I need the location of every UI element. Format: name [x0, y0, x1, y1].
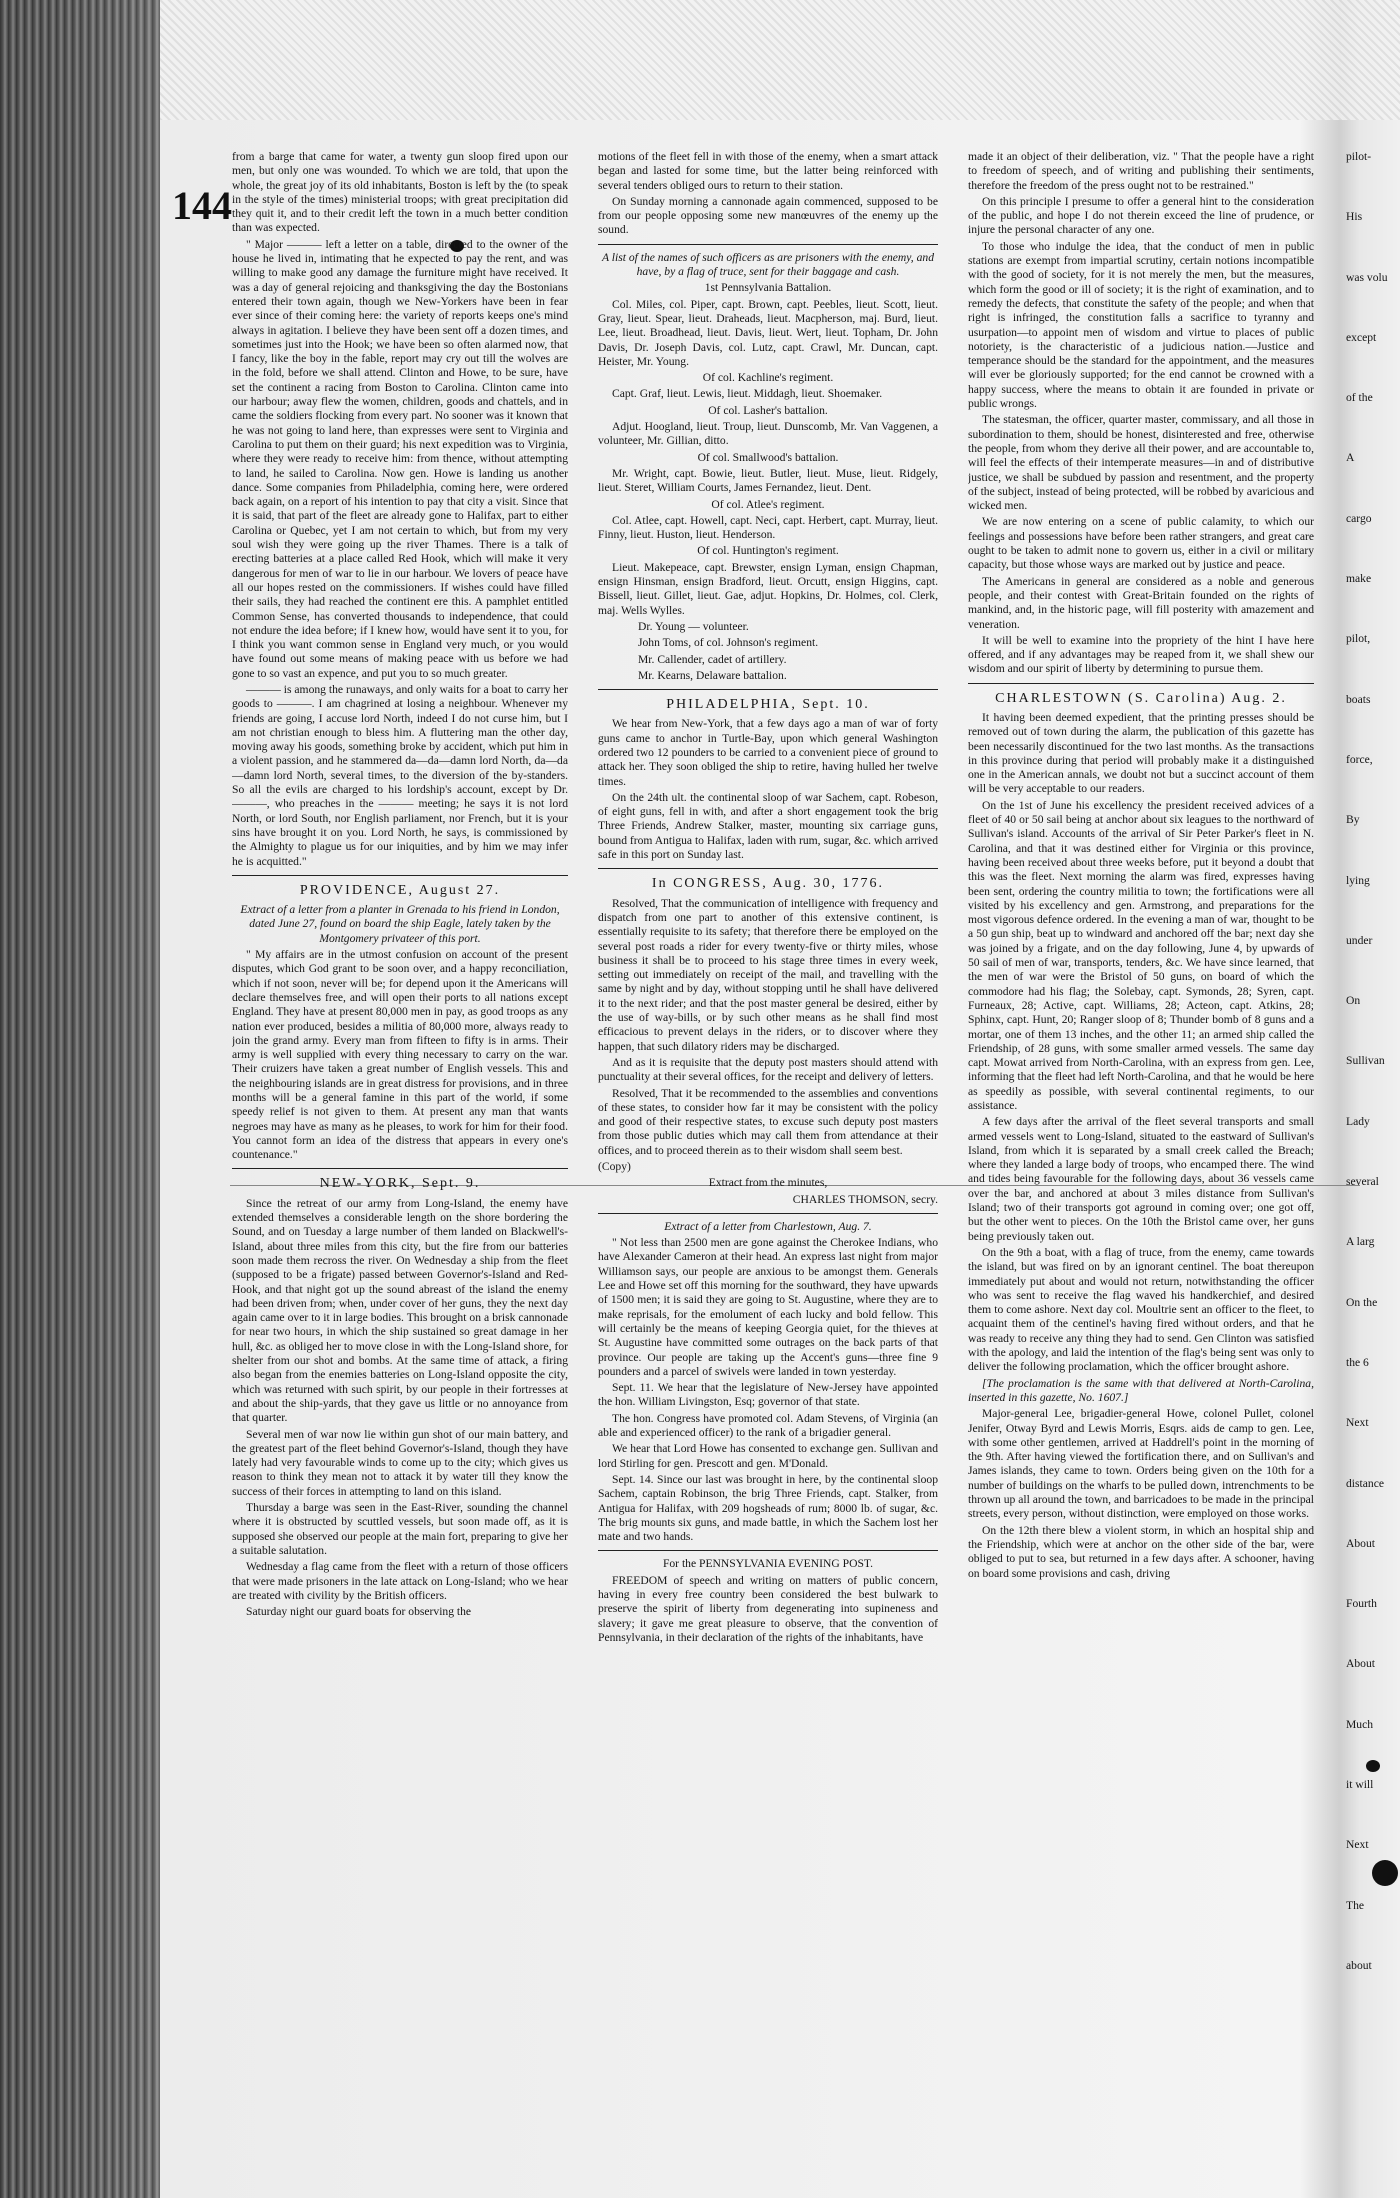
edge-fragment: pilot,: [1346, 632, 1371, 646]
paragraph: We are now entering on a scene of public calamity, to which our feelings and possessions have before been rather strangers, and great care ought to be taken to admit none to govern us, either in a civil or military capacity, but those whose ways are marked out by justice and peace.: [968, 515, 1314, 572]
edge-fragment: About: [1346, 1536, 1375, 1550]
extract-title: Extract of a letter from Charlestown, Aug. 7.: [664, 1219, 872, 1233]
page-number: 144: [172, 183, 232, 228]
edge-fragment: A: [1346, 451, 1355, 465]
list-title: A list of the names of such officers as are prisoners with the enemy, and have, by a flag of truce, sent for their baggage and cash.: [601, 250, 934, 279]
divider: [598, 244, 938, 245]
edge-fragment: His: [1346, 210, 1363, 224]
paragraph: Since the retreat of our army from Long-Island, the enemy have extended themselves a considerable length on the shore bordering the Sound, and on Tuesday a large number of them landed on Blackwell's-Island, about three miles from this city, but the fire from our batteries soon made them recross the river. On Wednesday a ship from the fleet (supposed to be a frigate) passed between Governor's-Island and Red-Hook, and that night got up the sound abreast of the island the enemy had been driven from; when, under cover of her guns, they the next day again came over to it in large bodies. This brought on a brisk cannonade for near two hours, in which the ship sustained so great damage in her hull, &c. as obliged her to move close in with the Long-Island shore, for shelter from our shot and bombs. At the same time of attack, a firing also began from the enemies batteries on Long-Island opposite the city, which was returned with such spirit, by our people in their fortresses at and about the ship-yards, that they gave us little or no annoyance from that quarter.: [232, 1196, 568, 1425]
subheading: Of col. Kachline's regiment.: [702, 371, 834, 385]
edge-fragment: Lady: [1346, 1114, 1370, 1128]
proclamation-note: [The proclamation is the same with that delivered at North-Carolina, inserted in this gazette, No. 1607.]: [968, 1376, 1314, 1404]
paragraph: motions of the fleet fell in with those of the enemy, when a smart attack began and lasted for some time, but the latter being reinforced with several tenders obliged ours to return to their station.: [598, 150, 938, 192]
paragraph: Sept. 11. We hear that the legislature of New-Jersey have appointed the hon. William Livingston, Esq; governor of that state.: [598, 1381, 938, 1409]
divider: [598, 1550, 938, 1551]
edge-fragment: of the: [1346, 391, 1373, 405]
list-line: John Toms, of col. Johnson's regiment.: [638, 636, 819, 650]
officer-list: Col. Atlee, capt. Howell, capt. Neci, capt. Herbert, capt. Murray, lieut. Finny, lieut. Huston, lieut. Henderson.: [598, 513, 938, 542]
edge-fragment: The: [1346, 1898, 1365, 1912]
paragraph: Saturday night our guard boats for observing the: [246, 1605, 472, 1619]
edge-fragment: distance: [1346, 1476, 1384, 1490]
paragraph: On the 24th ult. the continental sloop of war Sachem, capt. Robeson, of eight guns, fell in with, and after a short engagement took the brig Three Friends, Andrew Stalker, master, mounting six carriage guns, bound from Antigua to Halifax, laden with rum, sugar, &c. which arrived safe in this port on Sunday last.: [598, 790, 938, 862]
edge-fragment: make: [1346, 572, 1372, 586]
divider: [232, 1168, 568, 1169]
paragraph: Resolved, That it be recommended to the assemblies and conventions of these states, to consider how far it may be consistent with the policy and good of their respective states, to excuse such deputy post masters from those public duties which may call them from attendance at their offices, and to proceed therein as to their wisdom shall seem best.: [598, 1086, 938, 1157]
paragraph: We hear that Lord Howe has consented to exchange gen. Sullivan and lord Stirling for gen. Prescott and gen. M'Donald.: [598, 1442, 938, 1470]
list-line: Dr. Young — volunteer.: [638, 619, 749, 633]
divider: [232, 875, 568, 876]
edge-fragment: except: [1346, 330, 1377, 344]
list-line: Mr. Kearns, Delaware battalion.: [638, 668, 787, 682]
paragraph: Wednesday a flag came from the fleet with a return of those officers that were made prisoners in the late attack on Long-Island; who we hear are treated with civility by the British officers.: [232, 1560, 568, 1602]
paragraph: FREEDOM of speech and writing on matters of public concern, having in every free country been considered the best bulwark to preserve the spirit of liberty from degenerating into supineness and slavery; it gave me great pleasure to observe, that the convention of Pennsylvania, in their declaration of the rights of the inhabitants, have: [598, 1573, 938, 1644]
subheading: Of col. Atlee's regiment.: [711, 497, 825, 511]
divider: [598, 1213, 938, 1214]
divider: [968, 683, 1314, 684]
paragraph: The Americans in general are considered as a noble and generous people, and their contest with Great-Britain founded on the rights of mankind, and, in the historic page, will fill posterity with amazement and veneration.: [968, 574, 1314, 631]
paragraph: ——— is among the runaways, and only waits for a boat to carry her goods to ———. I am chagrined at losing a neighbour. Whenever my friends are going, I accuse lord North, indeed I do not curse him, but I am not christian enough to bless him. A fluttering man the other day, moving away his goods, something broke by accident, which put him in a violent passion, and he stammered da—da—damn lord North, da—da—damn lord North, several times, to the diversion of the by-standers. So all the evils are charged to his lordship's account, except by Dr. ———, who preaches in the ——— meeting; he says it is not lord North, or lord South, nor English parliament, nor French, but it is your sins have brought it on you. Lord North, he says, is commissioned by the Almighty to plague us for our iniquities, and by him we may infer he is acquitted.": [232, 682, 568, 868]
paragraph: Several men of war now lie within gun shot of our main battery, and the greatest part of the fleet behind Governor's-Island, though they have lately had very favourable winds to come up to the city; which gives us reason to think they mean not to attack it by water till they know the success of their forces in attempting to land on this island.: [232, 1427, 568, 1498]
copy-label: (Copy): [598, 1160, 631, 1173]
dateline-philadelphia: PHILADELPHIA, Sept. 10.: [666, 697, 870, 713]
divider: [598, 689, 938, 690]
edge-fragment: force,: [1346, 752, 1373, 766]
subheading: Of col. Huntington's regiment.: [697, 544, 839, 558]
evening-post-heading: For the PENNSYLVANIA EVENING POST.: [662, 1557, 874, 1571]
officer-list: Mr. Wright, capt. Bowie, lieut. Butler, lieut. Muse, lieut. Ridgely, lieut. Steret, William Courts, James Fernandez, lieut. Dent.: [598, 466, 938, 495]
column-1: [232, 150, 568, 2040]
dateline-new-york: NEW-YORK, Sept. 9.: [319, 1176, 481, 1192]
paragraph: It having been deemed expedient, that the printing presses should be removed out of town during the alarm, the publication of this gazette has been necessarily discontinued for the two last months. As the transactions in this province during that period will probably make it a distinguished one in the American annals, we doubt not but a succinct account of them will be very acceptable to our readers.: [968, 710, 1314, 796]
paragraph: On the 12th there blew a violent storm, in which an hospital ship and the Friendship, which were at anchor on the other side of the bar, were obliged to put to sea, but returned in a few days after. A schooner, having on board some provisions and cash, driving: [968, 1523, 1314, 1580]
paragraph: Thursday a barge was seen in the East-River, sounding the channel where it is obstructed by scuttled vessels, but soon made off, as it is supposed she observed our people at the main fort, preparing to give her a suitable salutation.: [232, 1501, 568, 1557]
paragraph: " My affairs are in the utmost confusion on account of the present disputes, which God grant to be soon over, and a happy reconciliation, which if not soon, never will be; for depend upon it the Americans will declare themselves free, and will open their ports to all nations except England. They have at present 80,000 men in pay, as good troops as any nation ever produced, besides a militia of 80,000 more, always ready to join the grand army. Every man from fifteen to fifty is in arms. Their army is well supplied with every thing necessary to carry on the war. Their cruizers have taken a great number of English vessels. This and the neighbouring islands are in great distress for provisions, and in three months will be a general famine in this part of the world, if some speedy relief is not given to them. At present any man that wants negroes may have as many as he pleases, to work for him for their food. You cannot form an idea of the distress that appears in every one's countenance.": [232, 948, 568, 1162]
congress-heading: In CONGRESS, Aug. 30, 1776.: [651, 876, 885, 892]
paragraph: made it an object of their deliberation, viz. " That the people have a right to freedom of speech, and of writing and publishing their sentiments, therefore the freedom of the press ought not to be restrained.": [968, 150, 1314, 192]
edge-fragment: On the: [1346, 1295, 1378, 1309]
paragraph: And as it is requisite that the deputy post masters should attend with punctuality at their several offices, for the receipt and delivery of letters.: [598, 1055, 938, 1084]
paragraph: " Not less than 2500 men are gone against the Cherokee Indians, who have Alexander Cameron at their head. An express last night from major Williamson says, our people are anxious to be amongst them. Generals Lee and Howe set off this morning for the southward, they have upwards of 1500 men; it is said they are going to St. Augustine, where they are to make reprisals, for the emolument of each lucky and bold fellow. This will certainly be the means of keeping Georgia quiet, for the thieves at St. Augustine have committed some outrages on the back parts of that province. Our people are taking up the Accent's guns—three fine 9 pounders and a parcel of swivels were landed in town yesterday.: [598, 1236, 938, 1378]
edge-fragment: On: [1346, 994, 1361, 1008]
officer-list: Lieut. Makepeace, capt. Brewster, ensign Lyman, ensign Chapman, ensign Hinsman, ensign Bradford, lieut. Orcutt, ensign Higgins, capt. Bissell, lieut. Gillet, lieut. Gae, adjut. Hopkins, Dr. Holmes, col. Clerk, maj. Wells Wylles.: [598, 560, 938, 617]
facing-page-edge: [1346, 150, 1400, 2040]
edge-fragment: about: [1346, 1958, 1372, 1972]
paragraph: On the 9th a boat, with a flag of truce, from the enemy, came towards the island, but was fired on by an ignorant centinel. The boat thereupon immediately put about and would not return, notwithstanding the officer who was sent to receive the flag waved his handkerchief, and desired them to come ashore. Next day col. Moultrie sent an officer to the fleet, to acquaint them of the centinel's having fired without orders, and that he was ready to receive any thing they had to send. Gen Clinton was satisfied with the apology, and laid the intention of the flag's being sent was only to deliver the following proclamation, which the officer brought ashore.: [968, 1245, 1314, 1374]
divider: [598, 868, 938, 869]
paragraph: " Major ——— left a letter on a table, directed to the owner of the house he lived in, intimating that he expected to pay the rent, and was willing to make good any damage the furniture might have received. It was a day of general rejoicing and thanksgiving the day the Bostonians entered their town again, though we New-Yorkers have been in fear ever since of their coming here: the variety of reports keeps one's mind always in agitation. I believe they have been sent off a dozen times, and sometimes just into the Hook; we have been so often alarmed now, that I fancy, like the boy in the fable, report may cry out till the wolves are in the fold, before we shall attend. Clinton and Howe, to be sure, have set the continent a racing from Boston to Carolina. Clinton came into our harbour; away flew the women, children, goods and chattels, and in came the soldiers flocking from every part. No sooner was it known that he was not going to land here, than expresses were sent to Virginia and Carolina to put them on their guard; his next expedition was to Virginia, where they were ready to receive him: from thence, without attempting to land, he sailed to Carolina. Now gen. Howe is landing us another dance. Some companies from Philadelphia, coming here, were ordered back again, on a report of his intention to pay that city a visit. Since that it is said, that part of the fleet are already gone to Halifax, part to either Carolina or Quebec, yet I am not certain to which, but from my very soul wish they were going up the river Thames. There is a talk of erecting batteries at a place called Red Hook, which will make it very dangerous for men of war to lie in our harbour. We lovers of peace have all our hopes rested on the commissioners. If wishes could have filled their sails, they had reached the continent ere this. A pamphlet entitled Common Sense, has converted thousands to independence, that could not endure the idea before; if I knew how, would have sent it to you, for I think you want common sense in England very much, or you would have found out some means of making peace with us before we had gone to so vast an expence, and put you to so much greater.: [232, 237, 568, 680]
edge-fragment: it will: [1346, 1778, 1374, 1792]
list-line: Mr. Callender, cadet of artillery.: [638, 652, 787, 666]
subheading: Of col. Smallwood's battalion.: [697, 450, 839, 464]
signature: CHARLES THOMSON, secry.: [792, 1192, 938, 1206]
edge-fragment: Next: [1346, 1838, 1369, 1852]
edge-fragment: the 6: [1346, 1355, 1369, 1369]
edge-fragment: About: [1346, 1657, 1375, 1671]
edge-fragment: cargo: [1346, 511, 1372, 525]
officer-list: Col. Miles, col. Piper, capt. Brown, capt. Peebles, lieut. Scott, lieut. Gray, lieut. Spear, lieut. Draheads, lieut. Macpherson, maj. Burd, lieut. Lee, lieut. Broadhead, lieut. Davis, lieut. Wert, lieut. Topham, Dr. John Davis, Dr. Joseph Davis, col. Lutz, capt. Crawl, Mr. Duncan, capt. Heister, Mr. Young.: [598, 297, 938, 368]
dateline-charlestown: CHARLESTOWN (S. Carolina) Aug. 2.: [995, 690, 1287, 706]
paragraph: It will be well to examine into the propriety of the hint I have here offered, and if any advantages may be reaped from it, we shall shew our wisdom and our spirit of liberty by determining to pursue them.: [968, 633, 1314, 676]
column-2: [598, 150, 938, 2040]
extract-title: Extract of a letter from a planter in Grenada to his friend in London, dated June 27, found on board the ship Eagle, lately taken by the Montgomery privateer of this port.: [240, 903, 560, 945]
subheading: Of col. Lasher's battalion.: [708, 403, 828, 417]
paragraph: The statesman, the officer, quarter master, commissary, and all those in subordination to them, should be honest, disinterested and free, otherwise the people, from whom they derive all their power, and are accountable to, will feel the effects of their intemperate measures—in and of distributive justice, we shall be subdued by passion and resentment, and the property of the subject, instead of being protected, will be robbed by avaricious and wicked men.: [968, 413, 1314, 513]
paragraph: A few days after the arrival of the fleet several transports and small armed vessels went to Long-Island, situated to the eastward of Sullivan's Island, from which it is separated by a small creek called the Breach; where they landed a large body of troops, who encamped there. The wind and tides being favourable for the following days, about 36 vessels came over the bar, and anchored at about 3 miles distance from Sullivan's Island; two of their transports got aground in coming over; one got off, but the other went to pieces. On the 10th the Bristol came over, her guns being previously taken out.: [968, 1115, 1314, 1243]
officer-list: Capt. Graf, lieut. Lewis, lieut. Middagh, lieut. Shoemaker.: [612, 387, 883, 401]
edge-fragment: Much: [1346, 1717, 1374, 1731]
paragraph: We hear from New-York, that a few days ago a man of war of forty guns came to anchor in Turtle-Bay, upon which general Washington ordered two 12 pounders to be carried to a convenient piece of ground to attack her. They soon obliged the ship to retire, having hulled her twelve times.: [598, 717, 938, 788]
edge-fragment: Fourth: [1346, 1597, 1377, 1611]
edge-fragment: Next: [1346, 1416, 1369, 1430]
edge-fragment: was volu: [1346, 270, 1388, 284]
column-3: [968, 150, 1314, 2040]
edge-fragment: lying: [1346, 873, 1370, 887]
subheading: 1st Pennsylvania Battalion.: [704, 281, 832, 295]
extract-line: Extract from the minutes,: [708, 1176, 828, 1190]
paragraph: Resolved, That the communication of intelligence with frequency and dispatch from one part to another of this extensive continent, is essentially requisite to its safety; that therefore there be employed on the several post roads a rider for every twenty-five or thirty miles, whose business it shall be to proceed to his stage three times in every week, setting out immediately on receipt of the mail, and travelling with the same by night and by day, without stopping until he shall have delivered it to the next rider; and that the post master general be desired, either by the use of way-bills, or by such other means as he shall find most efficacious to prevent delays in the riders, or to discover where they happen, that such dilatory riders may be discharged.: [598, 896, 938, 1053]
dateline-providence: PROVIDENCE, August 27.: [299, 882, 501, 898]
paragraph: On the 1st of June his excellency the president received advices of a fleet of 40 or 50 sail being at anchor about six leagues to the northward of Sullivan's island. Accounts of the arrival of Sir Peter Parker's fleet in N. Carolina, and that it was destined either for Virginia or this province, having been received about three weeks before, put it beyond a doubt that this was the fleet. Next morning the alarm was fired, expresses having been sent, ordering the country militia to town; the fortifications were all visited by his excellency and gen. Armstrong, and preparations for the most vigorous defence ordered. In the evening a man of war, thought to be a 50 gun ship, beat up to windward and anchored off the bar; next day she was joined by a frigate, and on the day following, June 4, by upwards of 50 sail of men of war, transports, tenders, &c. We have since learned, that the men of war were the Bristol of 50 guns, on board of which the commodore had his flag; the Solebay, capt. Symonds, 28; Syren, capt. Furneaux, 28; Active, capt. Williams, 28; Acteon, capt. Atkins, 28; Sphinx, capt. Hunt, 20; Ranger sloop of 8; Thunder bomb of 8 guns and a mortar, one of them 13 inches, and the other 11; an armed ship called the Friendship, of 28 guns, with some smaller armed vessels. The same day capt. Mowat arrived from North-Carolina, with an express from gen. Lee, informing that the fleet had left North-Carolina, and that he would be here as speedily as possible, with several continental regiments, to our assistance.: [968, 798, 1314, 1112]
edge-fragment: A larg: [1346, 1235, 1375, 1249]
paragraph: The hon. Congress have promoted col. Adam Stevens, of Virginia (an able and experienced officer) to the rank of a brigadier general.: [598, 1411, 938, 1440]
paragraph: To those who indulge the idea, that the conduct of men in public stations are exempt from impartial scrutiny, certain notions incompatible with the good of society, for it is not merely the men, but the measures, which form the good or ill of society; it is the right of examination, and to remedy the defects, that constitute the safety of the people; and when that right is infringed, the constitution falls a sacrifice to tyranny and usurpation—to appoint men of wisdom and virtue to places of public notoriety, is the characteristic of a judicious nation.—Justice and temperance should be the standard for the appointment, and the measures will ever be gloriously supported; for the end cannot be crowned with a happy success, where the means to obtain it are founded in private or public wrongs.: [968, 239, 1314, 411]
edge-fragment: By: [1346, 813, 1360, 827]
edge-fragment: Sullivan: [1346, 1054, 1385, 1068]
paragraph: Major-general Lee, brigadier-general Howe, colonel Pullet, colonel Jenifer, Otway Byrd and Lewis Morris, Esqrs. aids de camp to gen. Lee, with some other gentlemen, arrived at Haddrell's point in the morning of the 9th. After having viewed the fortification there, and on Sullivan's and James islands, they came to town. Orders being given on the 10th for a number of buildings on the wharfs to be pulled down, intrenchments to be thrown up all around the town, and barricadoes to be made in the principal streets, every person, without distinction, were employed on those works.: [968, 1407, 1314, 1521]
paragraph: from a barge that came for water, a twenty gun sloop fired upon our men, but only one was wounded. To which we are told, that upon the whole, the great joy of its old inhabitants, Boston is left by the (to speak in the style of the times) ministerial troops; with great precipitation did they quit it, and to their credit left the town in a much better condition than was expected.: [232, 150, 568, 235]
edge-fragment: pilot-: [1346, 150, 1372, 163]
edge-fragment: under: [1346, 933, 1373, 947]
edge-fragment: boats: [1346, 692, 1371, 706]
paragraph: Sept. 14. Since our last was brought in here, by the continental sloop Sachem, captain Robinson, the brig Three Friends, capt. Stalker, from Antigua for Halifax, with 209 hogsheads of rum; 8000 lb. of sugar, &c. The brig mounts six guns, and made battle, in which the Sachem lost her mate and two hands.: [598, 1472, 938, 1544]
paragraph: On Sunday morning a cannonade again commenced, supposed to be from our people opposing some new manœuvres of the enemy up the sound.: [598, 194, 938, 237]
book-gutter: [0, 0, 160, 2198]
scan-noise: [160, 0, 1400, 120]
officer-list: Adjut. Hoogland, lieut. Troup, lieut. Dunscomb, Mr. Van Vaggenen, a volunteer, Mr. Gillian, ditto.: [598, 420, 938, 448]
paragraph: On this principle I presume to offer a general hint to the consideration of the public, and hope I do not therein exceed the line of prudence, or injure the personal character of any one.: [968, 194, 1314, 237]
edge-fragment: several: [1346, 1175, 1379, 1189]
